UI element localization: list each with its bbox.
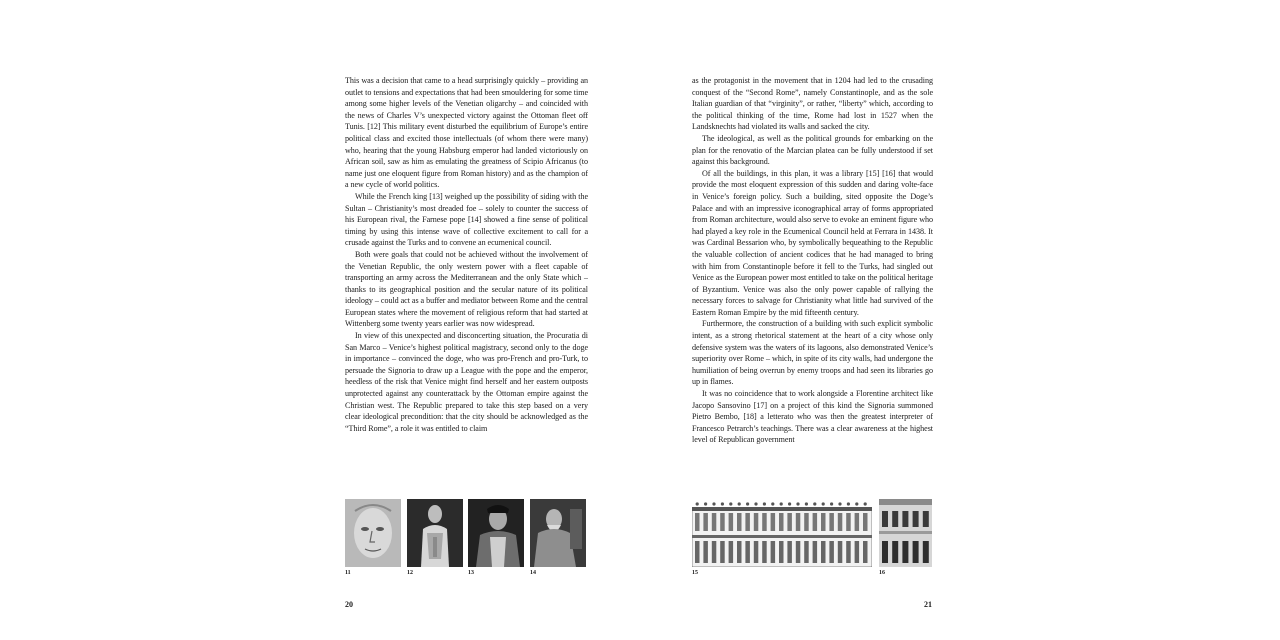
figure-label: 15: [692, 570, 698, 576]
figure-label: 14: [530, 570, 536, 576]
paragraph: This was a decision that came to a head surprisingly quickly – providing an outlet to tensions and expectations that had been smouldering for some time among some higher levels of the Venetian oligarchy – and coincided with the news of Charles V’s unexpected victory against the Ottoman fleet off Tunis. [12] This military event disturbed the equilibrium of Europe’s entire political class and excited those intellectuals (of whom there were many) who, hearing that the young Habsburg emperor had landed victoriously on African soil, saw as him as emulating the greatness of Scipio Africanus (to name just one eloquent figure from Roman history) and as the champion of a new cycle of world politics.: [345, 76, 588, 190]
figure-label: 12: [407, 570, 413, 576]
figure-11-portrait-image: [345, 499, 401, 567]
paragraph: In view of this unexpected and disconcerting situation, the Procuratia di San Marco – Venice’s highest political magistracy, second only to the doge in importance – convinced the doge, who was pro-French and pro-Turk, to persuade the Signoria to draw up a League with the pope and the emperor, heedless of the risk that Venice might find herself and her eastern outposts unprotected against any counterattack by the Ottoman empire against the Christian west. The Republic prepared to take this step based on a very clear ideological precondition: that the city should be acknowledged as the “Third Rome”, a role it was entitled to claim: [345, 331, 588, 433]
figure-12-portrait-image: [407, 499, 463, 567]
paragraph: Both were goals that could not be achieved without the involvement of the Venetian Republic, the only western power with a fleet capable of transporting an army across the Mediterranean and the only State which – thanks to its geographical position and the secular nature of its political ideology – could act as a buffer and mediator between Rome and the central European states where the movement of religious reform that had started at Wittenberg some twenty years earlier was now widespread.: [345, 249, 588, 329]
right-page: [640, 0, 1280, 640]
paragraph: The ideological, as well as the political grounds for embarking on the plan for the renovatio of the Marcian platea can be fully understood if set against this background.: [692, 133, 933, 167]
figure-label: 16: [879, 570, 885, 576]
paragraph: Of all the buildings, in this plan, it was a library [15] [16] that would provide the most eloquent expression of this sudden and daring volte-face in Venice’s foreign policy. Such a building, sited opposite the Doge’s Palace and with an impressive iconographical array of forms appropriated from Roman architecture, would also serve to evoke an eminent figure who had played a key role in the Ecumenical Council held at Ferrara in 1438. It was Cardinal Bessarion who, by symbolically bequeathing to the Republic the valuable collection of ancient codices that he had managed to bring with him from Constantinople before it fell to the Turks, had singled out Venice as the European power most entitled to take on the political heritage of Byzantium. Venice was also the only power capable of rallying the necessary forces to salvage for Christianity what little had survived of the Eastern Roman Empire by the mid fifteenth century.: [692, 168, 933, 317]
page-number: 21: [924, 600, 932, 609]
paragraph: Furthermore, the construction of a building with such explicit symbolic intent, as a strong rhetorical statement at the heart of a city whose only defensive system was the waters of its lagoons, also demonstrated Venice’s superiority over Rome – which, in spite of its city walls, had undergone the humiliation of being overrun by enemy troops and had seen its libraries go up in flames.: [692, 319, 933, 387]
figure-label: 11: [345, 570, 351, 576]
paragraph: It was no coincidence that to work alongside a Florentine architect like Jacopo Sansovino [17] on a project of this kind the Signoria summoned Pietro Bembo, [18] a letterato who was then the greatest interpreter of Francesco Petrarch’s teachings. There was a clear awareness at the highest level of Republican government: [692, 389, 933, 445]
figure-14-portrait-image: [530, 499, 586, 567]
figure-13-portrait-image: [468, 499, 524, 567]
paragraph: While the French king [13] weighed up the possibility of siding with the Sultan – Christianity’s most dreaded foe – solely to counter the success of his European rival, the Farnese pope [14] showed a fine sense of political timing by using this intense wave of collective excitement to call for a crusade against the Turks and to convene an ecumenical council.: [345, 191, 588, 248]
figure-label: 13: [468, 570, 474, 576]
paragraph: as the protagonist in the movement that in 1204 had led to the crusading conquest of the “Second Rome”, namely Constantinople, and as the sole Italian guardian of that “virginity”, or rather, “liberty” which, according to the political thinking of the time, Rome had lost in 1527 when the Landsknechts had violated its walls and sacked the city.: [692, 76, 933, 132]
left-page-body-text: [345, 75, 588, 487]
figure-16-facade-photo: [879, 499, 932, 567]
figure-15-facade-drawing: [692, 499, 872, 567]
page-number: 20: [345, 600, 353, 609]
right-page-body-text: [692, 75, 933, 487]
